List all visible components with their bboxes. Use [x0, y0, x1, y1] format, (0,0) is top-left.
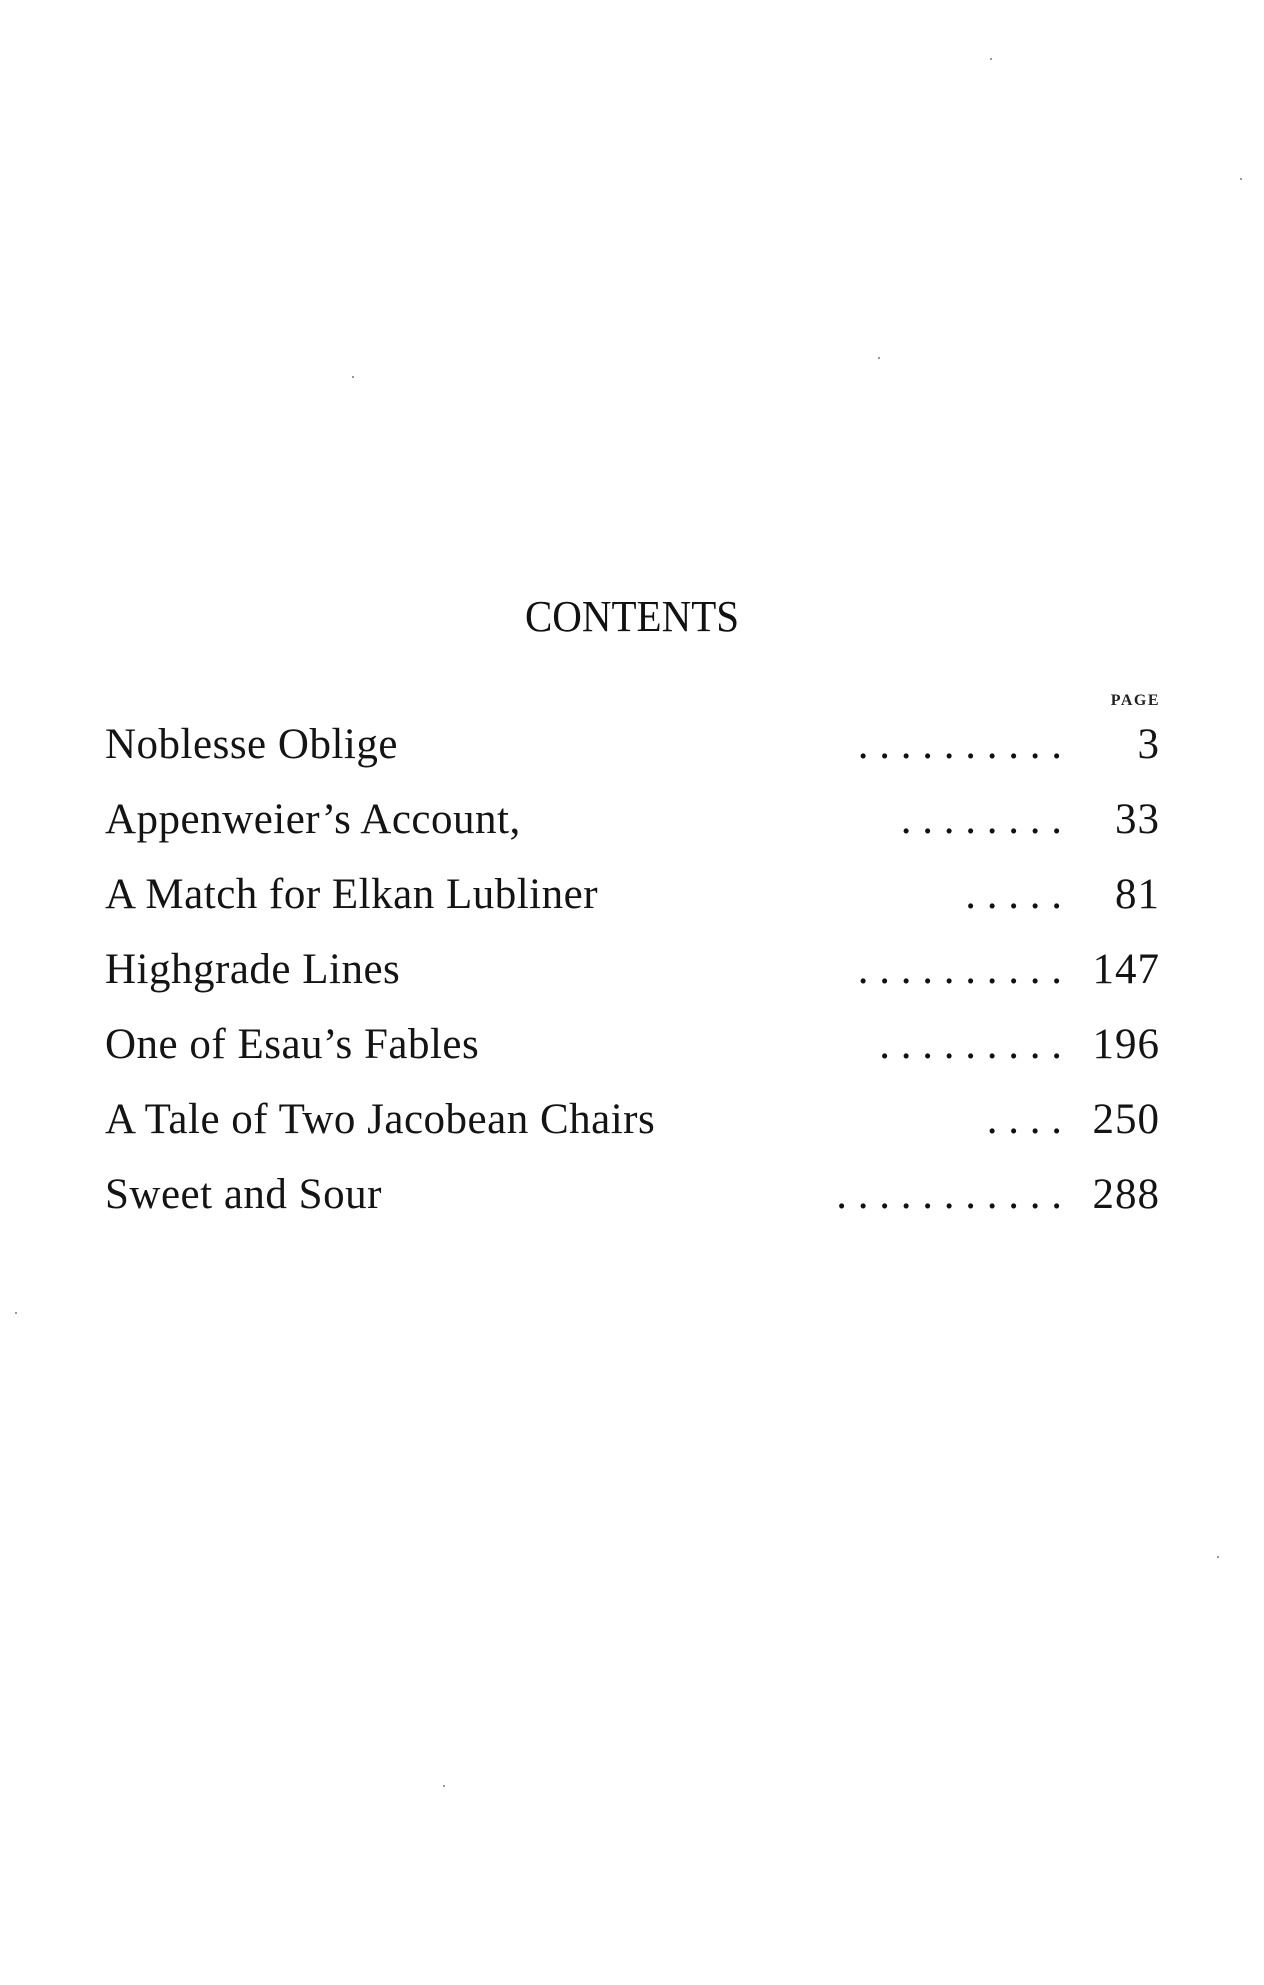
toc-entry[interactable] [105, 870, 1160, 945]
page-column-label: PAGE [1110, 692, 1160, 709]
table-of-contents [105, 720, 1160, 1245]
paper-speck [352, 376, 354, 378]
toc-entry[interactable] [105, 945, 1160, 1020]
dot-leader: . . . . . . . . . . [857, 946, 1062, 993]
toc-entry[interactable] [105, 795, 1160, 870]
dot-leader: . . . . . [965, 871, 1062, 918]
toc-entry-page: 81 [1115, 871, 1160, 918]
toc-entry-page: 196 [1092, 1021, 1160, 1068]
paper-speck [1217, 1556, 1219, 1558]
toc-entry-page: 33 [1115, 796, 1160, 843]
toc-entry-title: Highgrade Lines [105, 946, 401, 993]
toc-entry-title: One of Esau’s Fables [105, 1021, 480, 1068]
toc-entry-title: A Tale of Two Jacobean Chairs [105, 1096, 656, 1143]
toc-entry-page: 3 [1137, 721, 1160, 768]
dot-leader: . . . . [986, 1096, 1062, 1143]
toc-entry-title: A Match for Elkan Lubliner [105, 871, 599, 918]
contents-heading: CONTENTS [524, 591, 740, 641]
toc-entry[interactable] [105, 1020, 1160, 1095]
paper-speck [443, 1785, 445, 1787]
toc-entry-title: Noblesse Oblige [105, 721, 398, 768]
toc-entry-title: Appenweier’s Account, [105, 796, 521, 843]
dot-leader: . . . . . . . . . [879, 1021, 1062, 1068]
paper-speck [990, 58, 992, 60]
dot-leader: . . . . . . . . [900, 796, 1062, 843]
paper-speck [1240, 178, 1242, 180]
toc-entry-page: 147 [1092, 946, 1160, 993]
toc-entry[interactable] [105, 1170, 1160, 1245]
dot-leader: . . . . . . . . . . [857, 721, 1062, 768]
toc-entry[interactable] [105, 1095, 1160, 1170]
toc-entry-page: 288 [1092, 1171, 1160, 1218]
paper-speck [878, 357, 880, 359]
paper-speck [15, 1312, 17, 1314]
dot-leader: . . . . . . . . . . . [836, 1171, 1062, 1218]
toc-entry[interactable] [105, 720, 1160, 795]
toc-entry-title: Sweet and Sour [105, 1171, 382, 1218]
toc-entry-page: 250 [1092, 1096, 1160, 1143]
